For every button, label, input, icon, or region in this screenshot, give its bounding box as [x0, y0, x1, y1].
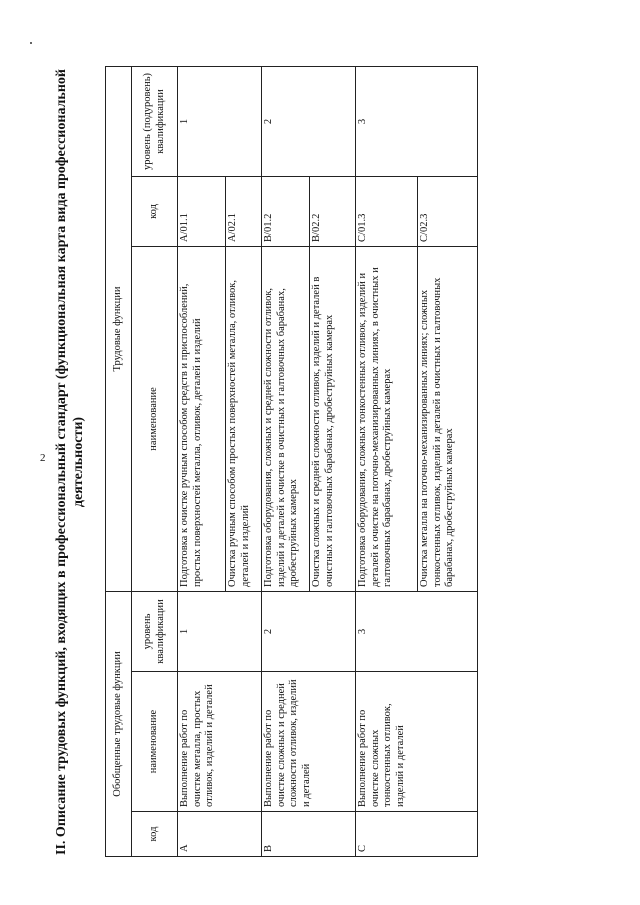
row-c-name: Выполнение работ по очистке сложных тонкостенных отливок, изделий и деталей — [356, 672, 478, 812]
row-a-fn2-name: Очистка ручным способом простых поверхностей металла, отливок, деталей и изделий — [226, 246, 262, 591]
header-gen-code: код — [132, 812, 178, 857]
header-gen-name: наименование — [132, 672, 178, 812]
row-a-fn1-code: A/01.1 — [178, 176, 226, 246]
row-a-fn1-name: Подготовка к очистке ручным способом средств и приспособлений, простых поверхностей металла, отливок, деталей и изделий — [178, 246, 226, 591]
row-a-code: A — [178, 812, 262, 857]
row-a-level: 1 — [178, 591, 262, 671]
row-a-name: Выполнение работ по очистке металла, простых отливок, изделий и деталей — [178, 672, 262, 812]
header-gen-level: уровень квалификации — [132, 591, 178, 671]
row-b-fn1-code: B/01.2 — [262, 176, 310, 246]
row-b-fn1-name: Подготовка оборудования, сложных и средней сложности отливок, изделий и деталей к очистке в очистных и галтовочных барабанах, дробеструйных камерах — [262, 246, 310, 591]
row-c-code: C — [356, 812, 478, 857]
page-number: 2 — [40, 452, 46, 464]
row-c-level: 3 — [356, 591, 478, 671]
header-fn-code: код — [132, 176, 178, 246]
functional-map-table — [105, 66, 478, 857]
row-c-fn2-name: Очистка металла на поточно-механизированных линиях; сложных тонкостенных отливок, изделий и деталей в очистных и галтовочных барабанах, дробеструйных камерах — [418, 246, 478, 591]
row-c-fn1-name: Подготовка оборудования, сложных тонкостенных отливок, изделий и деталей к очистке на поточно-механизированных линиях, в очистных и галтовочных барабанах, дробеструйных камерах — [356, 246, 418, 591]
header-fn-name: наименование — [132, 246, 178, 591]
row-b-fn2-code: B/02.2 — [310, 176, 356, 246]
row-c-fn1-code: C/01.3 — [356, 176, 418, 246]
row-b-fn2-name: Очистка сложных и средней сложности отливок, изделий и деталей в очистных и галтовочных барабанах, дробеструйных камерах — [310, 246, 356, 591]
rotated-page-content — [54, 67, 525, 857]
row-a-fn2-code: A/02.1 — [226, 176, 262, 246]
row-a-sublevel: 1 — [178, 66, 262, 176]
row-b-level: 2 — [262, 591, 356, 671]
row-c-fn2-code: C/02.3 — [418, 176, 478, 246]
header-labor: Трудовые функции — [106, 66, 132, 591]
header-fn-sublevel: уровень (подуровень) квалификации — [132, 66, 178, 176]
row-b-name: Выполнение работ по очистке сложных и средней сложности отливок, изделий и деталей — [262, 672, 356, 812]
row-c-sublevel: 3 — [356, 66, 478, 176]
speck — [30, 42, 32, 44]
header-generalized: Обобщенные трудовые функции — [106, 591, 132, 856]
section-heading: II. Описание трудовых функций, входящих в профессиональный стандарт (функциональная карта вида профессиональной деятельности) — [54, 69, 86, 855]
row-b-sublevel: 2 — [262, 66, 356, 176]
row-b-code: B — [262, 812, 356, 857]
